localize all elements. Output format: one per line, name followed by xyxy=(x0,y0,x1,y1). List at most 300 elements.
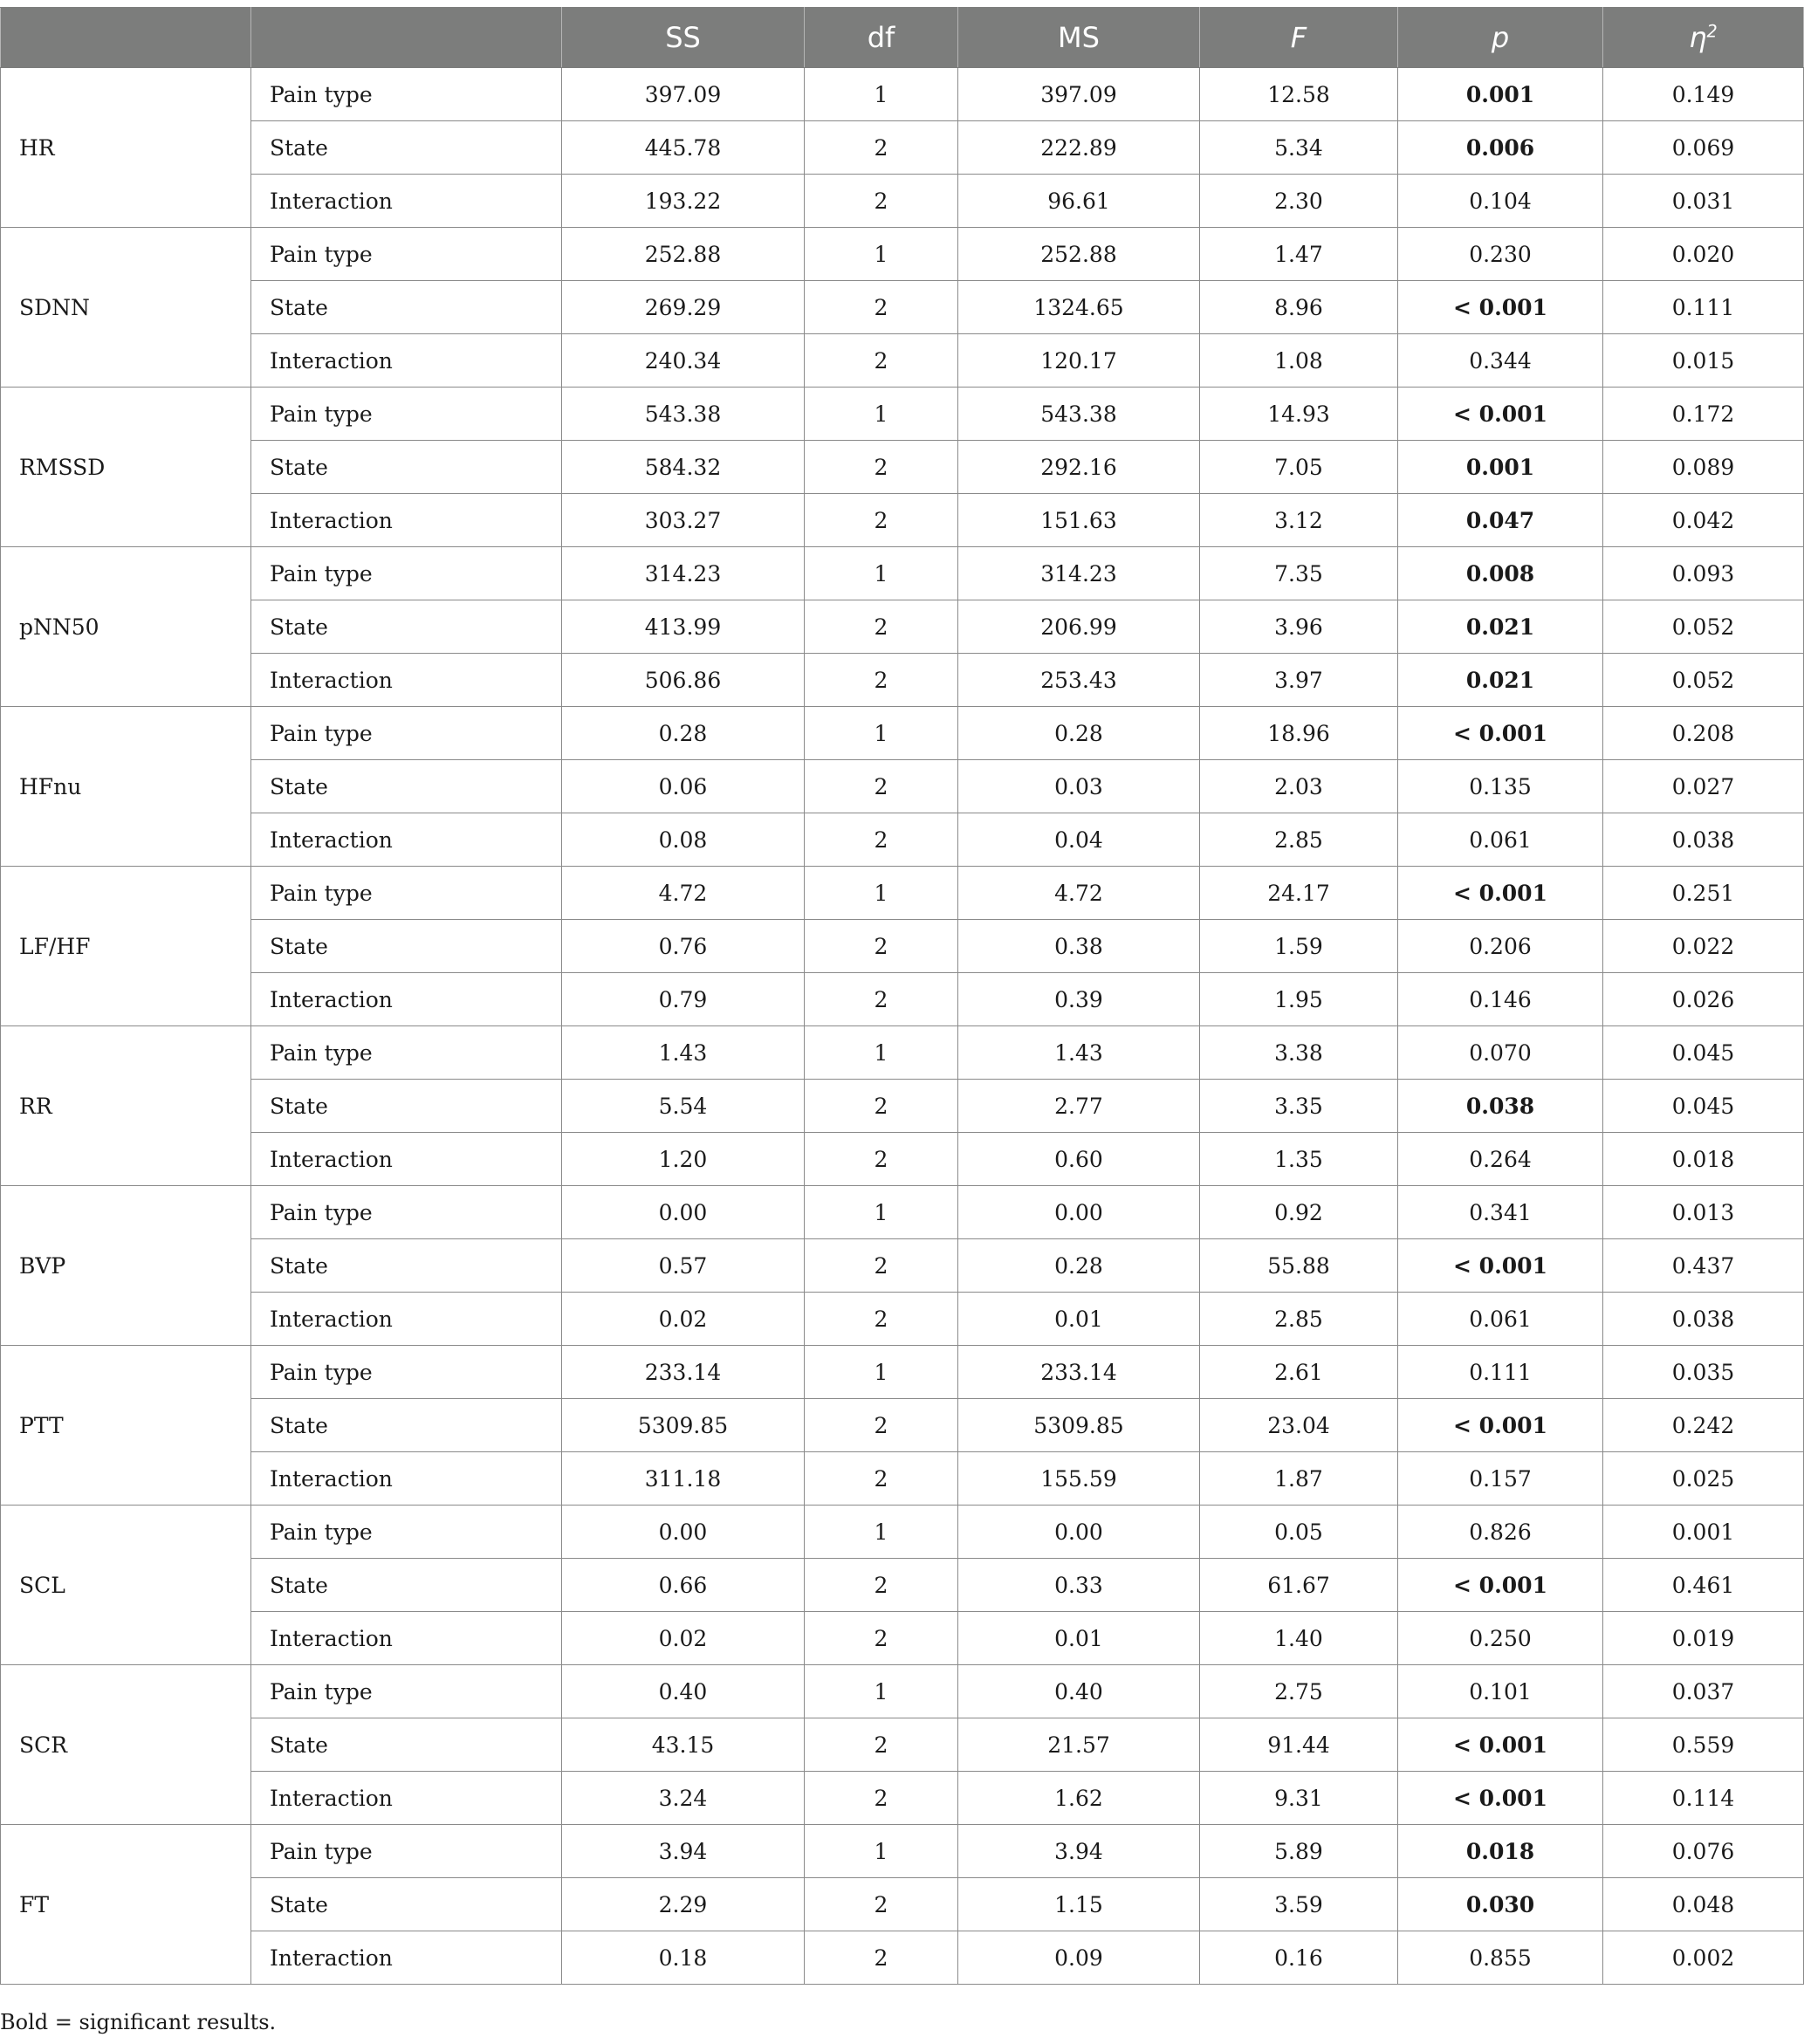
effect-cell: Interaction xyxy=(251,654,562,707)
df-cell: 2 xyxy=(805,1931,958,1985)
f-cell: 2.03 xyxy=(1200,760,1398,813)
footnote: Bold = significant results. xyxy=(0,2010,277,2034)
eta2-cell: 0.045 xyxy=(1603,1026,1804,1080)
f-cell: 8.96 xyxy=(1200,281,1398,334)
eta2-cell: 0.208 xyxy=(1603,707,1804,760)
table-row xyxy=(1,228,1804,281)
f-cell: 12.58 xyxy=(1200,68,1398,121)
eta2-cell: 0.052 xyxy=(1603,654,1804,707)
p-cell: 0.047 xyxy=(1398,494,1603,547)
ss-cell: 0.00 xyxy=(562,1506,805,1559)
header-ms: MS xyxy=(958,8,1200,68)
table-row xyxy=(1,1772,1804,1825)
variable-cell: BVP xyxy=(1,1186,251,1346)
effect-cell: State xyxy=(251,1080,562,1133)
eta2-cell: 0.076 xyxy=(1603,1825,1804,1878)
p-cell: 0.341 xyxy=(1398,1186,1603,1239)
p-cell: 0.826 xyxy=(1398,1506,1603,1559)
eta2-cell: 0.037 xyxy=(1603,1665,1804,1718)
table-row xyxy=(1,281,1804,334)
df-cell: 1 xyxy=(805,1506,958,1559)
effect-cell: Pain type xyxy=(251,388,562,441)
df-cell: 2 xyxy=(805,175,958,228)
ms-cell: 0.60 xyxy=(958,1133,1200,1186)
df-cell: 2 xyxy=(805,1133,958,1186)
df-cell: 2 xyxy=(805,600,958,654)
p-cell: < 0.001 xyxy=(1398,1239,1603,1293)
ss-cell: 0.57 xyxy=(562,1239,805,1293)
f-cell: 2.75 xyxy=(1200,1665,1398,1718)
f-cell: 1.35 xyxy=(1200,1133,1398,1186)
table-row xyxy=(1,1346,1804,1399)
eta2-cell: 0.035 xyxy=(1603,1346,1804,1399)
eta2-cell: 0.172 xyxy=(1603,388,1804,441)
eta2-cell: 0.025 xyxy=(1603,1452,1804,1506)
table-row xyxy=(1,1080,1804,1133)
df-cell: 1 xyxy=(805,867,958,920)
effect-cell: State xyxy=(251,121,562,175)
ms-cell: 222.89 xyxy=(958,121,1200,175)
table-row xyxy=(1,1506,1804,1559)
ms-cell: 0.38 xyxy=(958,920,1200,973)
header-f: F xyxy=(1200,8,1398,68)
effect-cell: Interaction xyxy=(251,175,562,228)
variable-cell: PTT xyxy=(1,1346,251,1506)
df-cell: 1 xyxy=(805,1665,958,1718)
p-cell: < 0.001 xyxy=(1398,707,1603,760)
ss-cell: 0.28 xyxy=(562,707,805,760)
df-cell: 2 xyxy=(805,1559,958,1612)
f-cell: 0.92 xyxy=(1200,1186,1398,1239)
table-row xyxy=(1,1186,1804,1239)
ss-cell: 397.09 xyxy=(562,68,805,121)
effect-cell: State xyxy=(251,281,562,334)
eta2-cell: 0.018 xyxy=(1603,1133,1804,1186)
ms-cell: 21.57 xyxy=(958,1718,1200,1772)
effect-cell: Interaction xyxy=(251,813,562,867)
table-row xyxy=(1,68,1804,121)
p-cell: < 0.001 xyxy=(1398,1559,1603,1612)
df-cell: 2 xyxy=(805,1878,958,1931)
eta2-cell: 0.001 xyxy=(1603,1506,1804,1559)
table-row xyxy=(1,121,1804,175)
df-cell: 2 xyxy=(805,973,958,1026)
df-cell: 2 xyxy=(805,1080,958,1133)
f-cell: 1.87 xyxy=(1200,1452,1398,1506)
table-row xyxy=(1,973,1804,1026)
ss-cell: 252.88 xyxy=(562,228,805,281)
ms-cell: 0.01 xyxy=(958,1612,1200,1665)
table-row xyxy=(1,1612,1804,1665)
df-cell: 1 xyxy=(805,1186,958,1239)
ms-cell: 0.04 xyxy=(958,813,1200,867)
ss-cell: 445.78 xyxy=(562,121,805,175)
effect-cell: State xyxy=(251,441,562,494)
p-cell: < 0.001 xyxy=(1398,388,1603,441)
effect-cell: Pain type xyxy=(251,1665,562,1718)
p-cell: 0.264 xyxy=(1398,1133,1603,1186)
p-cell: 0.855 xyxy=(1398,1931,1603,1985)
f-cell: 1.95 xyxy=(1200,973,1398,1026)
effect-cell: State xyxy=(251,1718,562,1772)
effect-cell: Pain type xyxy=(251,1186,562,1239)
ss-cell: 303.27 xyxy=(562,494,805,547)
eta2-cell: 0.149 xyxy=(1603,68,1804,121)
df-cell: 2 xyxy=(805,1452,958,1506)
ss-cell: 314.23 xyxy=(562,547,805,600)
df-cell: 1 xyxy=(805,1026,958,1080)
f-cell: 1.59 xyxy=(1200,920,1398,973)
ss-cell: 584.32 xyxy=(562,441,805,494)
table-row xyxy=(1,707,1804,760)
effect-cell: Pain type xyxy=(251,228,562,281)
ss-cell: 43.15 xyxy=(562,1718,805,1772)
ss-cell: 0.66 xyxy=(562,1559,805,1612)
table-row xyxy=(1,175,1804,228)
ms-cell: 1.62 xyxy=(958,1772,1200,1825)
f-cell: 91.44 xyxy=(1200,1718,1398,1772)
eta2-cell: 0.031 xyxy=(1603,175,1804,228)
f-cell: 9.31 xyxy=(1200,1772,1398,1825)
p-cell: 0.021 xyxy=(1398,654,1603,707)
f-cell: 5.89 xyxy=(1200,1825,1398,1878)
p-cell: < 0.001 xyxy=(1398,281,1603,334)
df-cell: 2 xyxy=(805,920,958,973)
ms-cell: 1.43 xyxy=(958,1026,1200,1080)
df-cell: 2 xyxy=(805,1399,958,1452)
effect-cell: Interaction xyxy=(251,1772,562,1825)
variable-cell: HFnu xyxy=(1,707,251,867)
ss-cell: 506.86 xyxy=(562,654,805,707)
eta2-cell: 0.111 xyxy=(1603,281,1804,334)
f-cell: 3.97 xyxy=(1200,654,1398,707)
f-cell: 3.35 xyxy=(1200,1080,1398,1133)
variable-cell: FT xyxy=(1,1825,251,1985)
f-cell: 24.17 xyxy=(1200,867,1398,920)
effect-cell: Pain type xyxy=(251,1506,562,1559)
eta2-cell: 0.042 xyxy=(1603,494,1804,547)
variable-cell: SCL xyxy=(1,1506,251,1665)
f-cell: 2.61 xyxy=(1200,1346,1398,1399)
p-cell: 0.104 xyxy=(1398,175,1603,228)
ss-cell: 0.02 xyxy=(562,1293,805,1346)
effect-cell: Interaction xyxy=(251,1612,562,1665)
ss-cell: 0.79 xyxy=(562,973,805,1026)
eta2-cell: 0.251 xyxy=(1603,867,1804,920)
effect-cell: State xyxy=(251,1878,562,1931)
eta2-cell: 0.093 xyxy=(1603,547,1804,600)
effect-cell: Interaction xyxy=(251,1133,562,1186)
effect-cell: Pain type xyxy=(251,68,562,121)
effect-cell: Pain type xyxy=(251,1026,562,1080)
table-row xyxy=(1,388,1804,441)
table-row xyxy=(1,1293,1804,1346)
ss-cell: 413.99 xyxy=(562,600,805,654)
table-row xyxy=(1,1931,1804,1985)
ms-cell: 151.63 xyxy=(958,494,1200,547)
f-cell: 2.85 xyxy=(1200,1293,1398,1346)
effect-cell: Interaction xyxy=(251,334,562,388)
ss-cell: 269.29 xyxy=(562,281,805,334)
ms-cell: 0.00 xyxy=(958,1186,1200,1239)
table-row xyxy=(1,1133,1804,1186)
table-row xyxy=(1,494,1804,547)
p-cell: 0.206 xyxy=(1398,920,1603,973)
effect-cell: State xyxy=(251,760,562,813)
f-cell: 7.05 xyxy=(1200,441,1398,494)
ms-cell: 0.33 xyxy=(958,1559,1200,1612)
f-cell: 18.96 xyxy=(1200,707,1398,760)
table-row xyxy=(1,1026,1804,1080)
eta2-cell: 0.022 xyxy=(1603,920,1804,973)
ms-cell: 0.00 xyxy=(958,1506,1200,1559)
eta-symbol: η xyxy=(1689,21,1707,54)
ms-cell: 2.77 xyxy=(958,1080,1200,1133)
table-row xyxy=(1,1718,1804,1772)
table-row xyxy=(1,1399,1804,1452)
ms-cell: 5309.85 xyxy=(958,1399,1200,1452)
table-row xyxy=(1,867,1804,920)
df-cell: 2 xyxy=(805,1612,958,1665)
effect-cell: Pain type xyxy=(251,867,562,920)
df-cell: 1 xyxy=(805,1346,958,1399)
eta2-cell: 0.015 xyxy=(1603,334,1804,388)
df-cell: 2 xyxy=(805,1718,958,1772)
effect-cell: Interaction xyxy=(251,1293,562,1346)
df-cell: 1 xyxy=(805,68,958,121)
table-row xyxy=(1,920,1804,973)
df-cell: 2 xyxy=(805,760,958,813)
ss-cell: 0.08 xyxy=(562,813,805,867)
p-cell: 0.344 xyxy=(1398,334,1603,388)
variable-cell: LF/HF xyxy=(1,867,251,1026)
p-cell: < 0.001 xyxy=(1398,1772,1603,1825)
table-row xyxy=(1,813,1804,867)
effect-cell: Interaction xyxy=(251,494,562,547)
ms-cell: 3.94 xyxy=(958,1825,1200,1878)
ss-cell: 5.54 xyxy=(562,1080,805,1133)
eta2-cell: 0.038 xyxy=(1603,813,1804,867)
df-cell: 2 xyxy=(805,334,958,388)
df-cell: 2 xyxy=(805,1239,958,1293)
ss-cell: 543.38 xyxy=(562,388,805,441)
ss-cell: 2.29 xyxy=(562,1878,805,1931)
ms-cell: 253.43 xyxy=(958,654,1200,707)
f-cell: 2.30 xyxy=(1200,175,1398,228)
ss-cell: 0.02 xyxy=(562,1612,805,1665)
eta2-cell: 0.052 xyxy=(1603,600,1804,654)
eta2-cell: 0.114 xyxy=(1603,1772,1804,1825)
p-cell: 0.061 xyxy=(1398,813,1603,867)
eta2-cell: 0.048 xyxy=(1603,1878,1804,1931)
p-cell: 0.038 xyxy=(1398,1080,1603,1133)
f-cell: 7.35 xyxy=(1200,547,1398,600)
table-row xyxy=(1,1878,1804,1931)
effect-cell: Pain type xyxy=(251,707,562,760)
p-cell: 0.018 xyxy=(1398,1825,1603,1878)
header-eta-squared xyxy=(1603,8,1804,68)
df-cell: 1 xyxy=(805,547,958,600)
df-cell: 1 xyxy=(805,1825,958,1878)
table-row xyxy=(1,1452,1804,1506)
ms-cell: 292.16 xyxy=(958,441,1200,494)
df-cell: 2 xyxy=(805,441,958,494)
table-row xyxy=(1,441,1804,494)
ms-cell: 96.61 xyxy=(958,175,1200,228)
ss-cell: 1.43 xyxy=(562,1026,805,1080)
effect-cell: State xyxy=(251,1399,562,1452)
ss-cell: 0.40 xyxy=(562,1665,805,1718)
header-row xyxy=(1,8,1804,68)
p-cell: 0.111 xyxy=(1398,1346,1603,1399)
ss-cell: 0.00 xyxy=(562,1186,805,1239)
eta2-cell: 0.019 xyxy=(1603,1612,1804,1665)
ms-cell: 206.99 xyxy=(958,600,1200,654)
eta2-cell: 0.461 xyxy=(1603,1559,1804,1612)
variable-cell: pNN50 xyxy=(1,547,251,707)
f-cell: 1.47 xyxy=(1200,228,1398,281)
effect-cell: Interaction xyxy=(251,1452,562,1506)
f-cell: 55.88 xyxy=(1200,1239,1398,1293)
df-cell: 1 xyxy=(805,707,958,760)
table-row xyxy=(1,1665,1804,1718)
variable-cell: HR xyxy=(1,68,251,228)
ss-cell: 233.14 xyxy=(562,1346,805,1399)
p-cell: 0.030 xyxy=(1398,1878,1603,1931)
ms-cell: 0.09 xyxy=(958,1931,1200,1985)
p-cell: 0.061 xyxy=(1398,1293,1603,1346)
anova-results-table xyxy=(0,7,1804,1985)
df-cell: 1 xyxy=(805,388,958,441)
variable-cell: RR xyxy=(1,1026,251,1186)
table-row xyxy=(1,547,1804,600)
p-cell: 0.157 xyxy=(1398,1452,1603,1506)
df-cell: 2 xyxy=(805,281,958,334)
p-cell: 0.070 xyxy=(1398,1026,1603,1080)
ms-cell: 1.15 xyxy=(958,1878,1200,1931)
variable-cell: SCR xyxy=(1,1665,251,1825)
header-effect xyxy=(251,8,562,68)
eta2-cell: 0.027 xyxy=(1603,760,1804,813)
eta2-cell: 0.026 xyxy=(1603,973,1804,1026)
p-cell: 0.008 xyxy=(1398,547,1603,600)
p-cell: < 0.001 xyxy=(1398,867,1603,920)
p-cell: 0.250 xyxy=(1398,1612,1603,1665)
p-cell: 0.001 xyxy=(1398,68,1603,121)
f-cell: 1.40 xyxy=(1200,1612,1398,1665)
f-cell: 23.04 xyxy=(1200,1399,1398,1452)
f-cell: 1.08 xyxy=(1200,334,1398,388)
ms-cell: 397.09 xyxy=(958,68,1200,121)
ss-cell: 0.06 xyxy=(562,760,805,813)
p-cell: 0.101 xyxy=(1398,1665,1603,1718)
table-row xyxy=(1,760,1804,813)
df-cell: 2 xyxy=(805,1772,958,1825)
ms-cell: 155.59 xyxy=(958,1452,1200,1506)
variable-cell: SDNN xyxy=(1,228,251,388)
eta2-cell: 0.045 xyxy=(1603,1080,1804,1133)
ms-cell: 0.03 xyxy=(958,760,1200,813)
ss-cell: 1.20 xyxy=(562,1133,805,1186)
ss-cell: 3.94 xyxy=(562,1825,805,1878)
ms-cell: 4.72 xyxy=(958,867,1200,920)
eta2-cell: 0.038 xyxy=(1603,1293,1804,1346)
ms-cell: 0.01 xyxy=(958,1293,1200,1346)
p-cell: 0.135 xyxy=(1398,760,1603,813)
table-row xyxy=(1,1825,1804,1878)
p-cell: < 0.001 xyxy=(1398,1399,1603,1452)
table-row xyxy=(1,1239,1804,1293)
f-cell: 2.85 xyxy=(1200,813,1398,867)
df-cell: 2 xyxy=(805,813,958,867)
p-cell: 0.021 xyxy=(1398,600,1603,654)
f-cell: 3.38 xyxy=(1200,1026,1398,1080)
effect-cell: Interaction xyxy=(251,973,562,1026)
ss-cell: 193.22 xyxy=(562,175,805,228)
f-cell: 14.93 xyxy=(1200,388,1398,441)
ss-cell: 311.18 xyxy=(562,1452,805,1506)
effect-cell: State xyxy=(251,920,562,973)
header-ss: SS xyxy=(562,8,805,68)
ss-cell: 0.18 xyxy=(562,1931,805,1985)
ss-cell: 5309.85 xyxy=(562,1399,805,1452)
header-variable xyxy=(1,8,251,68)
eta-superscript: 2 xyxy=(1706,21,1718,42)
table-row xyxy=(1,334,1804,388)
df-cell: 2 xyxy=(805,1293,958,1346)
ms-cell: 0.40 xyxy=(958,1665,1200,1718)
f-cell: 5.34 xyxy=(1200,121,1398,175)
eta2-cell: 0.437 xyxy=(1603,1239,1804,1293)
effect-cell: State xyxy=(251,1559,562,1612)
df-cell: 1 xyxy=(805,228,958,281)
eta2-cell: 0.020 xyxy=(1603,228,1804,281)
table-row xyxy=(1,600,1804,654)
header-df: df xyxy=(805,8,958,68)
eta2-cell: 0.242 xyxy=(1603,1399,1804,1452)
ss-cell: 240.34 xyxy=(562,334,805,388)
effect-cell: Pain type xyxy=(251,1346,562,1399)
ms-cell: 120.17 xyxy=(958,334,1200,388)
p-cell: 0.146 xyxy=(1398,973,1603,1026)
f-cell: 0.16 xyxy=(1200,1931,1398,1985)
f-cell: 61.67 xyxy=(1200,1559,1398,1612)
eta2-cell: 0.002 xyxy=(1603,1931,1804,1985)
table-row xyxy=(1,654,1804,707)
effect-cell: State xyxy=(251,1239,562,1293)
p-cell: 0.230 xyxy=(1398,228,1603,281)
ms-cell: 543.38 xyxy=(958,388,1200,441)
table-row xyxy=(1,1559,1804,1612)
ss-cell: 3.24 xyxy=(562,1772,805,1825)
ss-cell: 0.76 xyxy=(562,920,805,973)
ss-cell: 4.72 xyxy=(562,867,805,920)
ms-cell: 314.23 xyxy=(958,547,1200,600)
ms-cell: 0.28 xyxy=(958,707,1200,760)
p-cell: < 0.001 xyxy=(1398,1718,1603,1772)
p-cell: 0.006 xyxy=(1398,121,1603,175)
ms-cell: 252.88 xyxy=(958,228,1200,281)
eta2-cell: 0.013 xyxy=(1603,1186,1804,1239)
eta2-cell: 0.559 xyxy=(1603,1718,1804,1772)
df-cell: 2 xyxy=(805,654,958,707)
df-cell: 2 xyxy=(805,494,958,547)
variable-cell: RMSSD xyxy=(1,388,251,547)
header-p: p xyxy=(1398,8,1603,68)
effect-cell: State xyxy=(251,600,562,654)
df-cell: 2 xyxy=(805,121,958,175)
effect-cell: Pain type xyxy=(251,547,562,600)
